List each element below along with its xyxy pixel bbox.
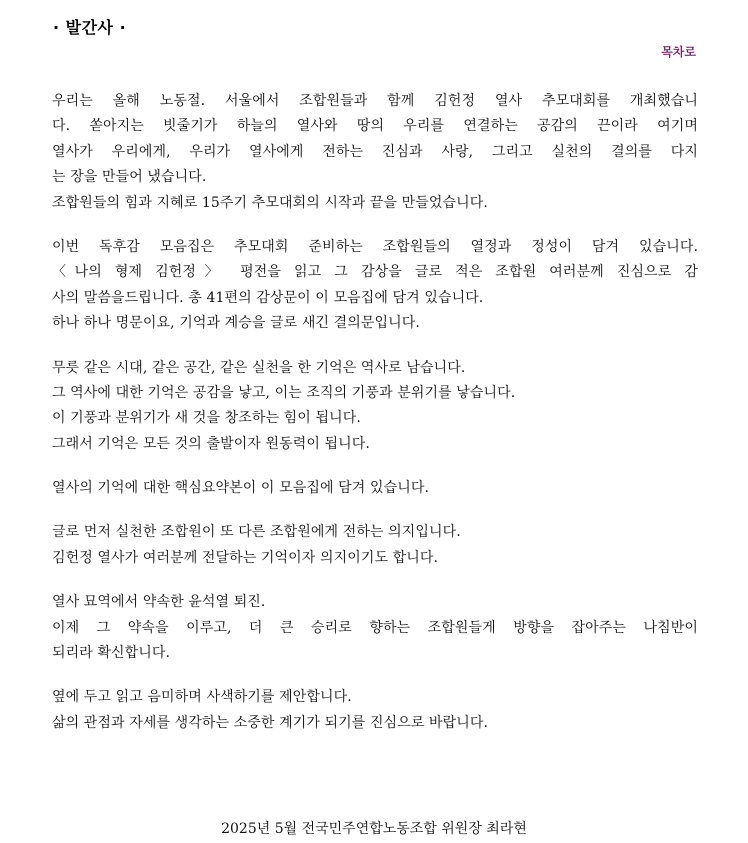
- text-line: 그래서 기억은 모든 것의 출발이자 원동력이 됩니다.: [52, 435, 370, 452]
- text-line: 열사가 우리에게, 우리가 열사에게 전하는 진심과 사랑, 그리고 실천의 결의를 다지: [52, 143, 698, 160]
- toc-link[interactable]: 목차로: [661, 45, 696, 59]
- text-line: 무릇 같은 시대, 같은 공간, 같은 실천을 한 기억은 역사로 남습니다.: [52, 359, 466, 376]
- text-line: 글로 먼저 실천한 조합원이 또 다른 조합원에게 전하는 의지입니다.: [52, 524, 461, 541]
- signature-line: 2025년 5월 전국민주연합노동조합 위원장 최라현: [221, 821, 527, 837]
- text-line: 그 역사에 대한 기억은 공감을 낳고, 이는 조직의 기풍과 분위기를 낳습니다.: [52, 384, 516, 401]
- text-line: 우리는 올해 노동절. 서울에서 조합원들과 함께 김헌정 열사 추모대회를 개최했습니: [52, 93, 698, 109]
- text-line: 조합원들의 힘과 지혜로 15주기 추모대회의 시작과 끝을 만들었습니다.: [52, 194, 488, 211]
- text-line: 사의 말씀을드립니다. 총 41편의 감상문이 이 모음집에 담겨 있습니다.: [52, 289, 484, 306]
- paragraph-1: [52, 89, 698, 216]
- text-line: 옆에 두고 읽고 음미하며 사색하기를 제안합니다.: [52, 689, 352, 706]
- text-line: 다. 쏟아지는 빗줄기가 하늘의 열사와 땅의 우리를 연결하는 공감의 끈이라 여기며: [52, 118, 698, 135]
- text-line: 이 기풍과 분위기가 새 것을 창조하는 힘이 됩니다.: [52, 410, 361, 427]
- text-line: 하나 하나 명문이요, 기억과 계승을 글로 새긴 결의문입니다.: [52, 315, 420, 332]
- paragraph-7: [52, 685, 698, 736]
- paragraph-6: [52, 590, 698, 666]
- text-line: 삶의 관점과 자세를 생각하는 소중한 계기가 되기를 진심으로 바랍니다.: [52, 714, 489, 731]
- paragraph-4: [52, 476, 698, 501]
- paragraph-5: [52, 520, 698, 571]
- text-line: 김헌정 열사가 여러분께 전달하는 기억이자 의지이기도 합니다.: [52, 549, 439, 566]
- section-heading: · 발간사 ·: [53, 18, 127, 37]
- paragraph-2: [52, 235, 698, 337]
- paragraph-3: [52, 356, 698, 458]
- text-line: 이제 그 약속을 이루고, 더 큰 승리로 향하는 조합원들게 방향을 잡아주는 나침반이: [52, 619, 698, 636]
- text-line: 이번 독후감 모음집은 추모대회 준비하는 조합원들의 열정과 정성이 담겨 있습니다.: [52, 238, 698, 255]
- text-line: 열사 묘역에서 약속한 윤석열 퇴진.: [52, 594, 266, 611]
- text-line: 되리라 확신합니다.: [52, 645, 171, 662]
- foreword-body: [52, 89, 698, 755]
- text-line: 는 장을 만들어 냈습니다.: [52, 169, 207, 186]
- text-line: 〈나의 형제 김헌정〉 평전을 읽고 그 감상을 글로 적은 조합원 여러분께 진심으로 감: [52, 264, 698, 281]
- text-line: 열사의 기억에 대한 핵심요약본이 이 모음집에 담겨 있습니다.: [52, 480, 429, 497]
